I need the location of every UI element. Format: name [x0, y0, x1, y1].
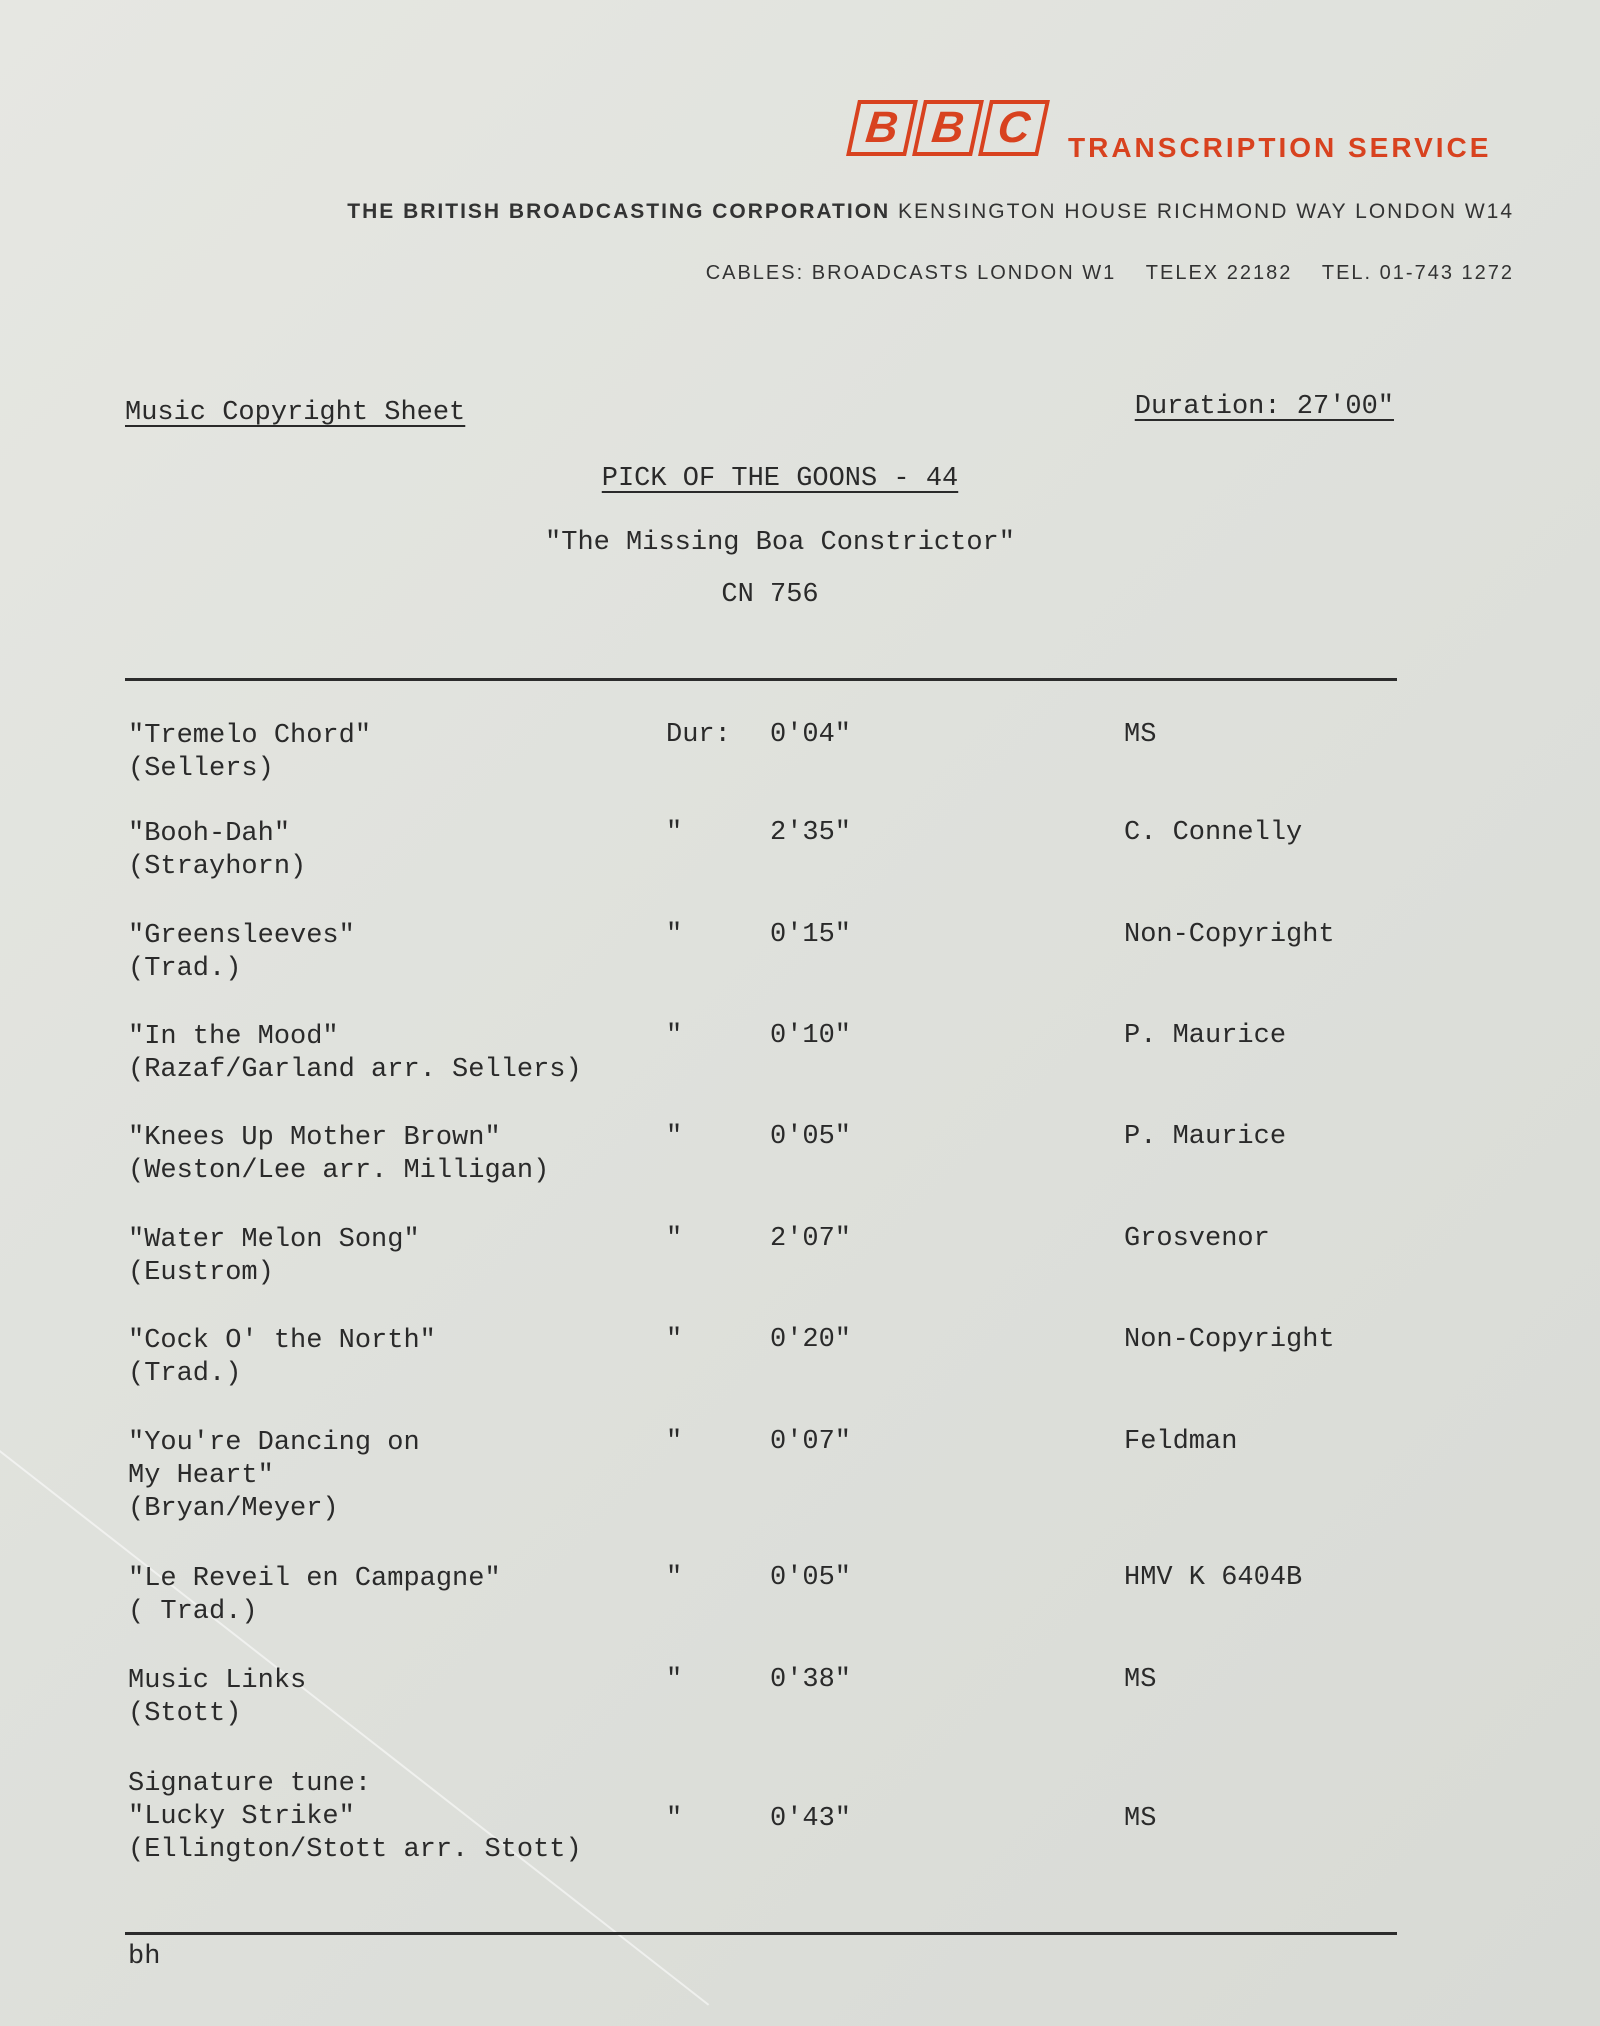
entry-line: (Strayhorn)	[128, 852, 307, 882]
entry-line: "Water Melon Song"	[128, 1225, 420, 1255]
entry-publisher: C. Connelly	[1124, 818, 1303, 848]
logo-box-1	[846, 100, 918, 156]
corporation-name: THE BRITISH BROADCASTING CORPORATION	[347, 200, 891, 223]
entry-line: "Le Reveil en Campagne"	[128, 1564, 501, 1594]
duration-label: "	[666, 1122, 683, 1152]
entry-title-block	[128, 1563, 501, 1629]
typist-initials: bh	[128, 1942, 161, 1972]
duration-label: "	[666, 1325, 683, 1355]
logo-box-3	[978, 100, 1050, 156]
episode-title: "The Missing Boa Constrictor"	[545, 528, 1015, 558]
entry-duration: 0'15"	[770, 920, 852, 950]
duration-label: "	[666, 1224, 683, 1254]
entry-line: (Razaf/Garland arr. Sellers)	[128, 1055, 582, 1085]
entry-title-block	[128, 818, 306, 884]
contact-line	[706, 262, 1514, 285]
entry-duration: 2'35"	[770, 818, 852, 848]
entry-duration: 0'10"	[770, 1021, 852, 1051]
entry-duration: 0'20"	[770, 1325, 852, 1355]
entry-line: "In the Mood"	[128, 1022, 339, 1052]
entry-publisher: Non-Copyright	[1124, 920, 1335, 950]
entry-duration: 0'05"	[770, 1122, 852, 1152]
entry-line: (Weston/Lee arr. Milligan)	[128, 1156, 550, 1186]
document-type: Music Copyright Sheet	[125, 398, 466, 428]
entry-duration: 0'05"	[770, 1563, 852, 1593]
duration-label: "	[666, 1665, 683, 1695]
entry-line: (Trad.)	[128, 954, 242, 984]
entry-duration: 2'07"	[770, 1224, 852, 1254]
entry-line: (Eustrom)	[128, 1258, 274, 1288]
duration-label: "	[666, 920, 683, 950]
logo-letter: B	[863, 103, 901, 152]
logo-box-2	[912, 100, 984, 156]
entry-title-block	[128, 1224, 420, 1290]
corporation-address: KENSINGTON HOUSE RICHMOND WAY LONDON W14	[898, 200, 1514, 223]
entry-duration: 0'43"	[770, 1804, 852, 1834]
entry-publisher: MS	[1124, 1804, 1157, 1834]
entry-publisher: P. Maurice	[1124, 1021, 1287, 1051]
entry-line: "Booh-Dah"	[128, 819, 291, 849]
telephone: TEL. 01-743 1272	[1321, 262, 1514, 284]
entry-line: "Tremelo Chord"	[128, 721, 372, 751]
entry-line: "Cock O' the North"	[128, 1326, 436, 1356]
entry-line: (Sellers)	[128, 754, 274, 784]
entry-line: Music Links	[128, 1666, 307, 1696]
entry-publisher: Feldman	[1124, 1427, 1238, 1457]
entry-title-block	[128, 1427, 420, 1526]
entry-publisher: P. Maurice	[1124, 1122, 1287, 1152]
entry-title-block	[128, 1768, 582, 1867]
paper-crease	[0, 1450, 709, 2006]
entry-line: (Trad.)	[128, 1359, 242, 1389]
entry-line: "Lucky Strike"	[128, 1802, 355, 1832]
entry-line: My Heart"	[128, 1461, 274, 1491]
bbc-logo	[852, 100, 1044, 156]
cables: CABLES: BROADCASTS LONDON W1	[705, 262, 1117, 284]
entry-title-block	[128, 920, 355, 986]
service-name: TRANSCRIPTION SERVICE	[1068, 132, 1492, 163]
programme-title-text: PICK OF THE GOONS - 44	[601, 464, 959, 494]
entry-title-block	[128, 1122, 549, 1188]
telex: TELEX 22182	[1145, 262, 1293, 284]
logo-letter: C	[995, 103, 1033, 152]
entry-publisher: HMV K 6404B	[1124, 1563, 1303, 1593]
corporation-line	[347, 200, 1514, 224]
entry-line: ( Trad.)	[128, 1597, 258, 1627]
entry-line: (Ellington/Stott arr. Stott)	[128, 1835, 582, 1865]
duration-label: "	[666, 1804, 683, 1834]
entry-line: (Bryan/Meyer)	[128, 1494, 339, 1524]
entry-line: "Knees Up Mother Brown"	[128, 1123, 501, 1153]
duration-label: "	[666, 1563, 683, 1593]
entry-line: "You're Dancing on	[128, 1428, 420, 1458]
duration-label: Dur:	[666, 720, 731, 750]
entry-duration: 0'38"	[770, 1665, 852, 1695]
bottom-rule	[125, 1932, 1397, 1935]
logo-letter: B	[929, 103, 967, 152]
entry-publisher: Non-Copyright	[1124, 1325, 1335, 1355]
entry-publisher: MS	[1124, 1665, 1157, 1695]
entry-duration: 0'04"	[770, 720, 852, 750]
entry-publisher: Grosvenor	[1124, 1224, 1270, 1254]
entry-line: "Greensleeves"	[128, 921, 355, 951]
duration-label: "	[666, 1021, 683, 1051]
entry-line: Signature tune:	[128, 1769, 372, 1799]
entry-title-block	[128, 1021, 582, 1087]
duration-label: "	[666, 1427, 683, 1457]
programme-title	[0, 464, 1560, 494]
entry-title-block	[128, 1325, 436, 1391]
catalogue-code: CN 756	[721, 580, 819, 610]
duration-label: "	[666, 818, 683, 848]
entry-line: (Stott)	[128, 1699, 242, 1729]
entry-title-block	[128, 1665, 306, 1731]
entry-duration: 0'07"	[770, 1427, 852, 1457]
entry-publisher: MS	[1124, 720, 1157, 750]
entry-title-block	[128, 720, 371, 786]
total-duration: Duration: 27'00"	[1134, 392, 1394, 422]
top-rule	[125, 678, 1397, 681]
